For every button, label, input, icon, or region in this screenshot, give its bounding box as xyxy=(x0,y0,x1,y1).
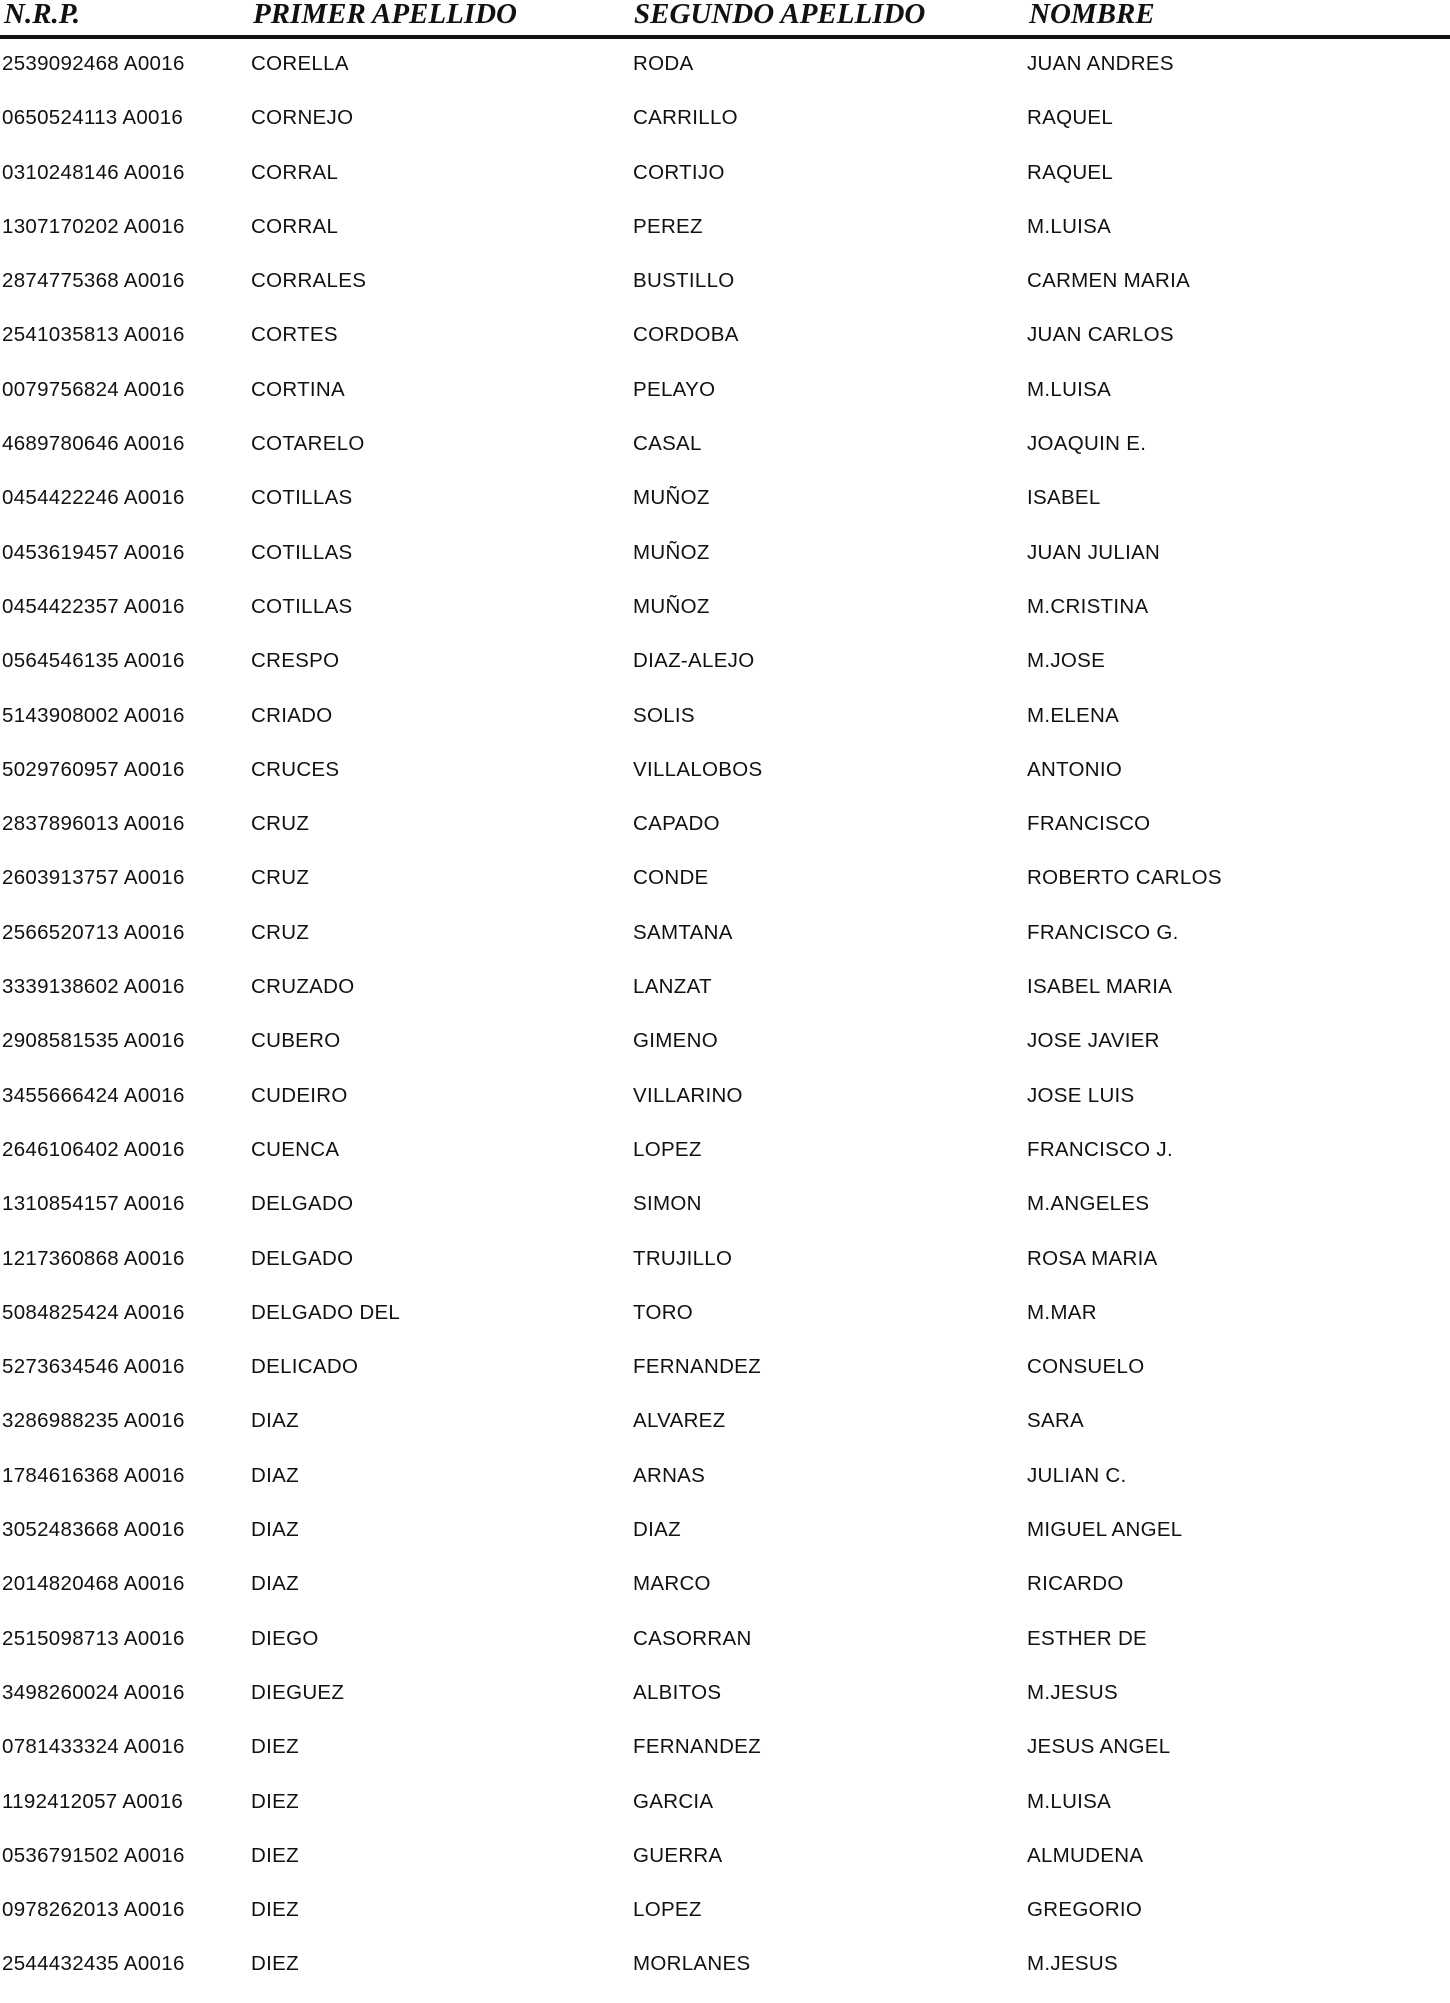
cell-primer-apellido: CORRAL xyxy=(251,214,339,238)
cell-nombre: ISABEL xyxy=(1027,486,1101,510)
cell-segundo-apellido: LANZAT xyxy=(633,975,712,999)
cell-nombre: JUAN JULIAN xyxy=(1027,540,1161,564)
cell-nrp: 0454422357 A0016 xyxy=(2,594,185,618)
cell-nrp: 0310248146 A0016 xyxy=(2,160,185,184)
cell-nrp: 5143908002 A0016 xyxy=(2,703,185,727)
table-row xyxy=(0,537,1450,591)
table-row xyxy=(0,1514,1450,1568)
cell-primer-apellido: DELICADO xyxy=(251,1355,359,1379)
cell-segundo-apellido: VILLARINO xyxy=(633,1083,743,1107)
cell-segundo-apellido: GARCIA xyxy=(633,1789,714,1813)
cell-primer-apellido: CORNEJO xyxy=(251,106,354,130)
cell-primer-apellido: DIEGUEZ xyxy=(251,1680,345,1704)
cell-primer-apellido: CORRALES xyxy=(251,269,367,293)
table-row xyxy=(0,265,1450,319)
cell-segundo-apellido: CARRILLO xyxy=(633,106,738,130)
cell-nombre: M.LUISA xyxy=(1027,214,1112,238)
cell-nrp: 1217360868 A0016 xyxy=(2,1246,185,1270)
cell-segundo-apellido: SAMTANA xyxy=(633,920,733,944)
cell-primer-apellido: DIEZ xyxy=(251,1789,299,1813)
table-row xyxy=(0,48,1450,102)
cell-segundo-apellido: SOLIS xyxy=(633,703,695,727)
cell-segundo-apellido: RODA xyxy=(633,52,694,75)
cell-nombre: ESTHER DE xyxy=(1027,1626,1148,1650)
cell-primer-apellido: COTILLAS xyxy=(251,540,353,564)
cell-primer-apellido: DIAZ xyxy=(251,1572,299,1596)
cell-segundo-apellido: CONDE xyxy=(633,866,709,890)
table-row xyxy=(0,102,1450,156)
table-row xyxy=(0,1188,1450,1242)
header-primer-apellido: PRIMER APELLIDO xyxy=(253,0,517,30)
cell-segundo-apellido: MORLANES xyxy=(633,1952,751,1976)
cell-nrp: 1192412057 A0016 xyxy=(2,1789,184,1813)
cell-segundo-apellido: VILLALOBOS xyxy=(633,757,763,781)
cell-primer-apellido: DIAZ xyxy=(251,1463,299,1487)
table-row xyxy=(0,700,1450,754)
table-row xyxy=(0,1460,1450,1514)
cell-nombre: RICARDO xyxy=(1027,1572,1124,1596)
cell-segundo-apellido: FERNANDEZ xyxy=(633,1735,761,1759)
cell-nrp: 0454422246 A0016 xyxy=(2,486,185,510)
table-row xyxy=(0,1623,1450,1677)
cell-primer-apellido: DIEZ xyxy=(251,1735,299,1759)
cell-nrp: 4689780646 A0016 xyxy=(2,432,185,456)
cell-nrp: 1307170202 A0016 xyxy=(2,214,185,238)
cell-nrp: 5273634546 A0016 xyxy=(2,1355,185,1379)
table-row xyxy=(0,591,1450,645)
cell-segundo-apellido: GUERRA xyxy=(633,1843,723,1867)
cell-nombre: CARMEN MARIA xyxy=(1027,269,1191,293)
cell-nrp: 1310854157 A0016 xyxy=(2,1192,185,1216)
cell-nrp: 0781433324 A0016 xyxy=(2,1735,185,1759)
cell-nrp: 2908581535 A0016 xyxy=(2,1029,185,1053)
table-row xyxy=(0,1568,1450,1622)
cell-segundo-apellido: MARCO xyxy=(633,1572,711,1596)
cell-primer-apellido: DELGADO xyxy=(251,1246,354,1270)
table-row xyxy=(0,1080,1450,1134)
cell-segundo-apellido: LOPEZ xyxy=(633,1137,702,1161)
table-row xyxy=(0,1297,1450,1351)
header-nombre: NOMBRE xyxy=(1029,0,1155,30)
cell-nombre: M.CRISTINA xyxy=(1027,594,1149,618)
cell-nombre: M.MAR xyxy=(1027,1300,1097,1324)
cell-segundo-apellido: BUSTILLO xyxy=(633,269,735,293)
cell-segundo-apellido: TORO xyxy=(633,1300,694,1324)
cell-nrp: 1784616368 A0016 xyxy=(2,1463,185,1487)
table-row xyxy=(0,1405,1450,1459)
table-row xyxy=(0,1731,1450,1785)
cell-segundo-apellido: SIMON xyxy=(633,1192,702,1216)
cell-nombre: ANTONIO xyxy=(1027,757,1123,781)
cell-nombre: JUAN ANDRES xyxy=(1027,52,1174,75)
cell-primer-apellido: DELGADO xyxy=(251,1192,354,1216)
cell-segundo-apellido: ARNAS xyxy=(633,1463,706,1487)
cell-nombre: ROBERTO CARLOS xyxy=(1027,866,1222,890)
cell-primer-apellido: DIAZ xyxy=(251,1409,299,1433)
table-row xyxy=(0,374,1450,428)
cell-nrp: 2539092468 A0016 xyxy=(2,52,185,75)
header-divider xyxy=(0,35,1450,39)
cell-primer-apellido: CUENCA xyxy=(251,1137,340,1161)
cell-segundo-apellido: CAPADO xyxy=(633,812,720,836)
cell-nrp: 0453619457 A0016 xyxy=(2,540,185,564)
cell-segundo-apellido: LOPEZ xyxy=(633,1898,702,1922)
table-row xyxy=(0,428,1450,482)
cell-nrp: 3339138602 A0016 xyxy=(2,975,185,999)
cell-segundo-apellido: CASORRAN xyxy=(633,1626,752,1650)
cell-segundo-apellido: MUÑOZ xyxy=(633,486,710,510)
table-row xyxy=(0,1134,1450,1188)
cell-primer-apellido: DELGADO DEL xyxy=(251,1300,401,1324)
table-body xyxy=(0,48,1450,2003)
cell-nombre: M.JESUS xyxy=(1027,1680,1118,1704)
cell-nombre: GREGORIO xyxy=(1027,1898,1143,1922)
cell-nrp: 0536791502 A0016 xyxy=(2,1843,185,1867)
cell-primer-apellido: CUDEIRO xyxy=(251,1083,348,1107)
cell-nombre: JESUS ANGEL xyxy=(1027,1735,1171,1759)
table-row xyxy=(0,319,1450,373)
cell-nrp: 5084825424 A0016 xyxy=(2,1300,185,1324)
cell-nrp: 2544432435 A0016 xyxy=(2,1952,185,1976)
cell-primer-apellido: CORELLA xyxy=(251,52,349,75)
cell-primer-apellido: CRUZ xyxy=(251,812,310,836)
cell-nrp: 2837896013 A0016 xyxy=(2,812,185,836)
cell-nombre: M.LUISA xyxy=(1027,377,1112,401)
cell-primer-apellido: CRESPO xyxy=(251,649,340,673)
cell-nombre: ALMUDENA xyxy=(1027,1843,1144,1867)
cell-segundo-apellido: DIAZ-ALEJO xyxy=(633,649,755,673)
cell-nombre: FRANCISCO G. xyxy=(1027,920,1179,944)
cell-segundo-apellido: CORDOBA xyxy=(633,323,739,347)
table-row xyxy=(0,482,1450,536)
cell-primer-apellido: DIAZ xyxy=(251,1518,299,1542)
cell-nombre: JULIAN C. xyxy=(1027,1463,1127,1487)
header-segundo-apellido: SEGUNDO APELLIDO xyxy=(634,0,926,30)
cell-nombre: CONSUELO xyxy=(1027,1355,1145,1379)
cell-nrp: 2541035813 A0016 xyxy=(2,323,185,347)
cell-nombre: RAQUEL xyxy=(1027,106,1114,130)
table-row xyxy=(0,645,1450,699)
table-row xyxy=(0,1025,1450,1079)
cell-segundo-apellido: ALBITOS xyxy=(633,1680,722,1704)
table-row xyxy=(0,808,1450,862)
cell-nrp: 2014820468 A0016 xyxy=(2,1572,185,1596)
cell-primer-apellido: DIEZ xyxy=(251,1952,299,1976)
cell-nombre: RAQUEL xyxy=(1027,160,1114,184)
cell-nombre: M.ELENA xyxy=(1027,703,1120,727)
table-row xyxy=(0,211,1450,265)
cell-primer-apellido: COTARELO xyxy=(251,432,365,456)
table-row xyxy=(0,157,1450,211)
cell-nombre: FRANCISCO xyxy=(1027,812,1151,836)
table-row xyxy=(0,917,1450,971)
cell-nrp: 0978262013 A0016 xyxy=(2,1898,185,1922)
table-row xyxy=(0,1786,1450,1840)
cell-nrp: 2603913757 A0016 xyxy=(2,866,185,890)
cell-segundo-apellido: PELAYO xyxy=(633,377,716,401)
cell-primer-apellido: COTILLAS xyxy=(251,594,353,618)
cell-segundo-apellido: DIAZ xyxy=(633,1518,681,1542)
cell-nombre: FRANCISCO J. xyxy=(1027,1137,1173,1161)
cell-nombre: JUAN CARLOS xyxy=(1027,323,1174,347)
cell-nombre: SARA xyxy=(1027,1409,1085,1433)
table-row xyxy=(0,1677,1450,1731)
cell-nombre: M.LUISA xyxy=(1027,1789,1112,1813)
cell-nrp: 5029760957 A0016 xyxy=(2,757,185,781)
cell-segundo-apellido: TRUJILLO xyxy=(633,1246,733,1270)
cell-primer-apellido: CUBERO xyxy=(251,1029,341,1053)
table-row xyxy=(0,971,1450,1025)
cell-primer-apellido: CORRAL xyxy=(251,160,339,184)
cell-nrp: 3286988235 A0016 xyxy=(2,1409,185,1433)
cell-segundo-apellido: MUÑOZ xyxy=(633,594,710,618)
cell-primer-apellido: CRUCES xyxy=(251,757,340,781)
cell-segundo-apellido: CORTIJO xyxy=(633,160,725,184)
cell-nrp: 2874775368 A0016 xyxy=(2,269,185,293)
cell-nrp: 3052483668 A0016 xyxy=(2,1518,185,1542)
cell-primer-apellido: CORTINA xyxy=(251,377,345,401)
header-nrp: N.R.P. xyxy=(4,0,81,30)
table-row xyxy=(0,754,1450,808)
cell-primer-apellido: COTILLAS xyxy=(251,486,353,510)
cell-nombre: M.JESUS xyxy=(1027,1952,1118,1976)
cell-segundo-apellido: ALVAREZ xyxy=(633,1409,726,1433)
cell-nombre: MIGUEL ANGEL xyxy=(1027,1518,1183,1542)
cell-nrp: 0079756824 A0016 xyxy=(2,377,185,401)
cell-nrp: 3455666424 A0016 xyxy=(2,1083,185,1107)
cell-segundo-apellido: PEREZ xyxy=(633,214,703,238)
cell-nombre: JOSE JAVIER xyxy=(1027,1029,1160,1053)
cell-nrp: 2646106402 A0016 xyxy=(2,1137,185,1161)
cell-primer-apellido: DIEZ xyxy=(251,1898,299,1922)
cell-primer-apellido: CORTES xyxy=(251,323,338,347)
cell-nrp: 0564546135 A0016 xyxy=(2,649,185,673)
cell-nombre: ISABEL MARIA xyxy=(1027,975,1173,999)
cell-segundo-apellido: FERNANDEZ xyxy=(633,1355,761,1379)
cell-segundo-apellido: MUÑOZ xyxy=(633,540,710,564)
cell-nombre: JOAQUIN E. xyxy=(1027,432,1147,456)
cell-primer-apellido: CRUZADO xyxy=(251,975,355,999)
cell-primer-apellido: CRUZ xyxy=(251,866,310,890)
cell-segundo-apellido: GIMENO xyxy=(633,1029,718,1053)
cell-nrp: 2566520713 A0016 xyxy=(2,920,185,944)
table-row xyxy=(0,1243,1450,1297)
cell-segundo-apellido: CASAL xyxy=(633,432,702,456)
table-row xyxy=(0,862,1450,916)
table-header xyxy=(0,0,1450,40)
cell-primer-apellido: DIEZ xyxy=(251,1843,299,1867)
cell-nombre: JOSE LUIS xyxy=(1027,1083,1135,1107)
cell-nrp: 3498260024 A0016 xyxy=(2,1680,185,1704)
cell-primer-apellido: CRIADO xyxy=(251,703,333,727)
cell-primer-apellido: CRUZ xyxy=(251,920,310,944)
cell-nombre: M.ANGELES xyxy=(1027,1192,1150,1216)
cell-nrp: 2515098713 A0016 xyxy=(2,1626,185,1650)
cell-nrp: 0650524113 A0016 xyxy=(2,106,184,130)
table-row xyxy=(0,1894,1450,1948)
cell-primer-apellido: DIEGO xyxy=(251,1626,319,1650)
table-row xyxy=(0,1351,1450,1405)
table-row xyxy=(0,1840,1450,1894)
cell-nombre: M.JOSE xyxy=(1027,649,1106,673)
cell-nombre: ROSA MARIA xyxy=(1027,1246,1158,1270)
